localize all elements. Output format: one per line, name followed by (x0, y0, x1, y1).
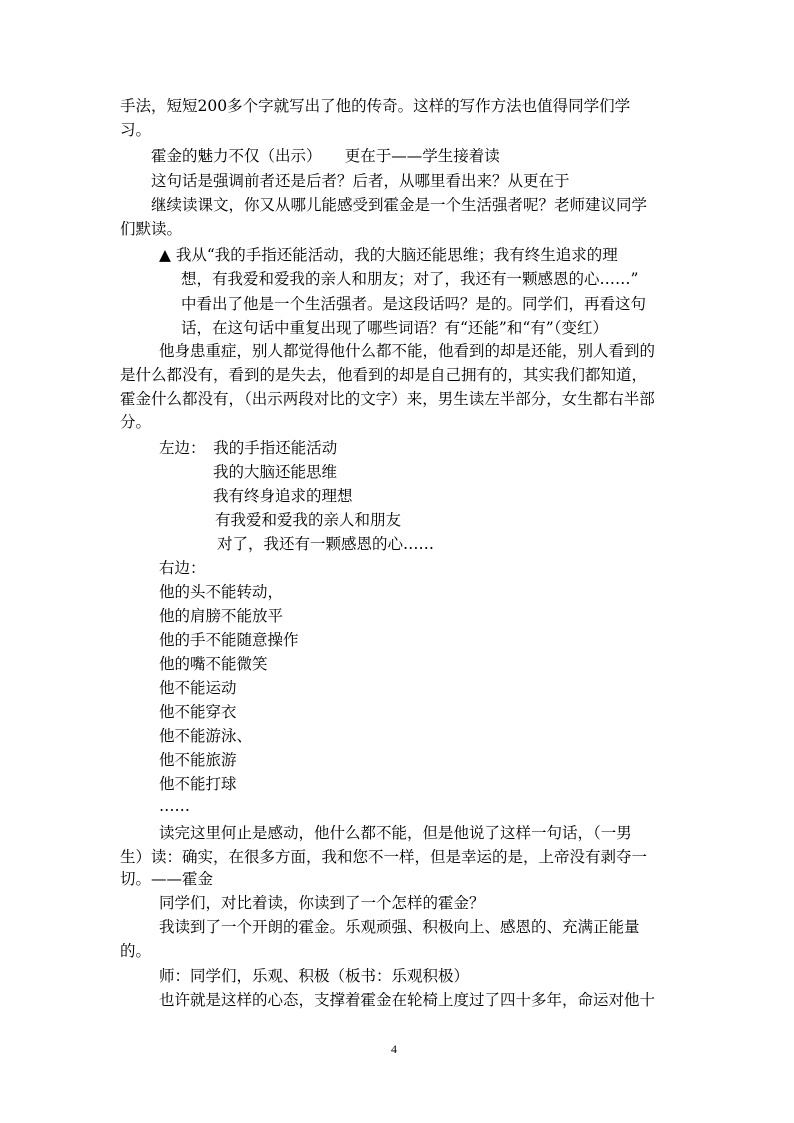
text-line-16: 我的大脑还能思维 (213, 463, 338, 481)
text-line-34: 同学们，对比着读，你读到了一个怎样的霍金？ (159, 894, 485, 912)
text-line-22: 他的肩膀不能放平 (159, 607, 284, 625)
text-line-35: 我读到了一个开朗的霍金。乐观顽强、积极向上、感恩的、充满正能量 (159, 918, 640, 936)
text-line-04: 这句话是强调前者还是后者？后者，从哪里看出来？从更在于 (151, 172, 570, 190)
text-line-15: 左边： 我的手指还能活动 (159, 439, 338, 457)
text-line-01: 手法，短短200多个字就写出了他的传奇。这样的写作方法也值得同学们学 (120, 97, 631, 115)
text-line-23: 他的手不能随意操作 (159, 631, 299, 649)
text-line-18: 有我爱和爱我的亲人和朋友 (215, 511, 402, 529)
text-line-31: 读完这里何止是感动，他什么都不能，但是他说了这样一句话，（一男 (159, 824, 632, 842)
text-line-38: 也许就是这样的心态，支撑着霍金在轮椅上度过了四十多年，命运对他十 (159, 991, 656, 1009)
text-line-36: 的。 (120, 942, 152, 960)
text-line-37: 师：同学们，乐观、积极（板书：乐观积极） (159, 967, 470, 985)
text-line-02: 习。 (120, 121, 152, 139)
text-line-17: 我有终身追求的理想 (213, 487, 353, 505)
text-line-28: 他不能旅游 (159, 751, 237, 769)
text-line-09: 中看出了他是一个生活强者。是这段话吗？是的。同学们，再看这句 (181, 295, 647, 313)
text-line-30: …… (159, 797, 190, 815)
text-line-08: 想，有我爱和爱我的亲人和朋友；对了，我还有一颗感恩的心……” (181, 270, 639, 288)
text-line-32: 生）读：确实，在很多方面，我和您不一样，但是幸运的是，上帝没有剥夺一 (120, 848, 648, 866)
text-line-24: 他的嘴不能微笑 (159, 655, 268, 673)
text-line-03: 霍金的魅力不仅（出示） 更在于——学生接着读 (151, 147, 500, 165)
text-line-05: 继续读课文，你又从哪儿能感受到霍金是一个生活强者呢？老师建议同学 (151, 196, 648, 214)
text-line-29: 他不能打球 (159, 775, 237, 793)
text-line-11: 他身患重症，别人都觉得他什么都不能，他看到的却是还能，别人看到的 (159, 342, 656, 360)
text-line-13: 霍金什么都没有，（出示两段对比的文字）来，男生读左半部分，女生都右半部 (120, 390, 655, 408)
text-line-26: 他不能穿衣 (159, 703, 237, 721)
text-line-25: 他不能运动 (159, 679, 237, 697)
text-line-19: 对了，我还有一颗感恩的心…… (217, 535, 435, 553)
text-line-10: 话，在这句话中重复出现了哪些词语？有“还能”和“有”（变红） (181, 319, 608, 337)
text-line-06: 们默读。 (120, 220, 183, 238)
page-number: 4 (391, 1042, 397, 1056)
text-line-27: 他不能游泳、 (159, 727, 253, 745)
text-line-12: 是什么都没有，看到的是失去，他看到的却是自己拥有的，其实我们都知道， (120, 366, 648, 384)
text-line-33: 切。——霍金 (120, 870, 214, 888)
text-line-21: 他的头不能转动， (159, 583, 284, 601)
text-line-20: 右边： (159, 559, 206, 577)
text-line-14: 分。 (120, 413, 152, 431)
text-line-07: ▲ 我从“我的手指还能活动，我的大脑还能思维；我有终生追求的理 (159, 246, 618, 264)
